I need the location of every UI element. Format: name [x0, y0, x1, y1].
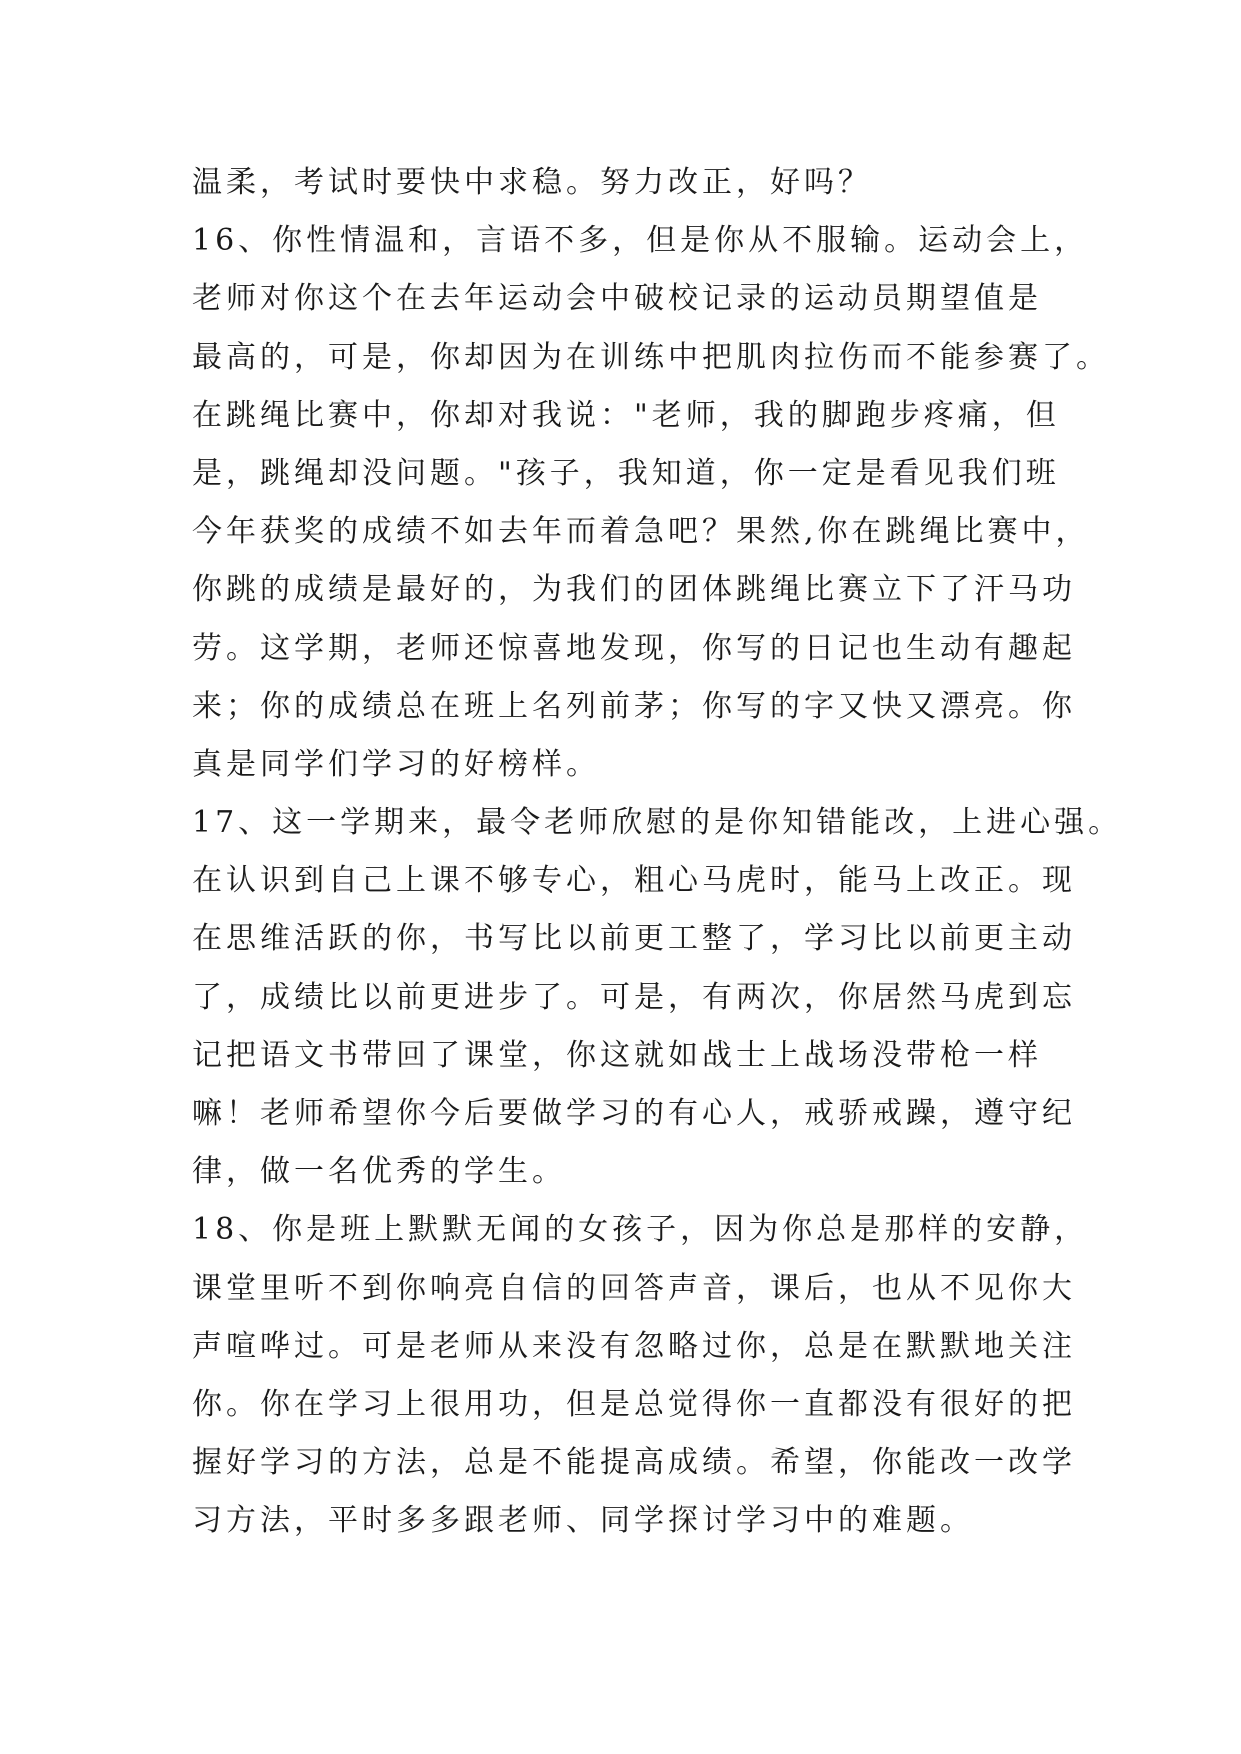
text-line: 在认识到自己上课不够专心，粗心马虎时，能马上改正。现 [192, 863, 1076, 899]
text-line: 握好学习的方法，总是不能提高成绩。希望，你能改一改学 [192, 1445, 1076, 1481]
text-line: 18、你是班上默默无闻的女孩子，因为你总是那样的安静， [192, 1212, 1089, 1248]
text-line: 劳。这学期，老师还惊喜地发现，你写的日记也生动有趣起 [192, 630, 1076, 666]
text-line: 真是同学们学习的好榜样。 [192, 746, 600, 782]
text-line: 习方法，平时多多跟老师、同学探讨学习中的难题。 [192, 1503, 974, 1539]
comment-text-block [192, 154, 1123, 1551]
text-line: 是，跳绳却没问题。"孩子，我知道，你一定是看见我们班 [192, 455, 1060, 491]
text-line: 声喧哗过。可是老师从来没有忽略过你，总是在默默地关注 [192, 1328, 1076, 1364]
text-line: 在思维活跃的你，书写比以前更工整了，学习比以前更主动 [192, 921, 1076, 957]
text-line: 你跳的成绩是最好的，为我们的团体跳绳比赛立下了汗马功 [192, 572, 1076, 608]
text-line: 今年获奖的成绩不如去年而着急吧？果然,你在跳绳比赛中， [192, 514, 1090, 550]
text-line: 17、这一学期来，最令老师欣慰的是你知错能改，上进心强。 [192, 805, 1123, 841]
text-line: 老师对你这个在去年运动会中破校记录的运动员期望值是 [192, 281, 1042, 317]
text-line: 嘛！老师希望你今后要做学习的有心人，戒骄戒躁，遵守纪 [192, 1096, 1076, 1131]
text-line: 律，做一名优秀的学生。 [192, 1154, 566, 1190]
text-line: 了，成绩比以前更进步了。可是，有两次，你居然马虎到忘 [192, 979, 1076, 1015]
text-line: 在跳绳比赛中，你却对我说："老师，我的脚跑步疼痛，但 [192, 397, 1060, 433]
text-line: 课堂里听不到你响亮自信的回答声音，课后，也从不见你大 [192, 1270, 1076, 1306]
text-line: 16、你性情温和，言语不多，但是你从不服输。运动会上， [192, 223, 1089, 259]
text-line: 记把语文书带回了课堂，你这就如战士上战场没带枪一样 [192, 1037, 1042, 1073]
text-line: 你。你在学习上很用功，但是总觉得你一直都没有很好的把 [192, 1386, 1076, 1422]
text-line: 温柔，考试时要快中求稳。努力改正，好吗？ [192, 165, 872, 200]
text-line: 来；你的成绩总在班上名列前茅；你写的字又快又漂亮。你 [192, 688, 1076, 724]
text-line: 最高的，可是，你却因为在训练中把肌肉拉伤而不能参赛了。 [192, 339, 1110, 375]
